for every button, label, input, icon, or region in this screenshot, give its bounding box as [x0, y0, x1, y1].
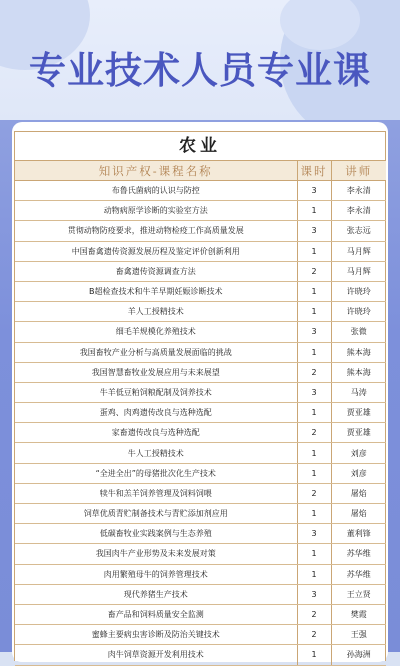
course-cell: B超检查技术和牛羊早期妊娠诊断技术 [15, 281, 297, 301]
table-row [15, 584, 386, 604]
table-row [15, 221, 386, 241]
table-header-row [15, 161, 386, 181]
table-row [15, 241, 386, 261]
teacher-cell: 王强 [331, 625, 386, 645]
table-row [15, 524, 386, 544]
hours-cell: 1 [297, 564, 331, 584]
course-cell: 低碳畜牧业实践案例与生态养殖 [15, 524, 297, 544]
teacher-cell: 张志远 [331, 221, 386, 241]
teacher-cell: 屠焰 [331, 483, 386, 503]
course-cell: 布鲁氏菌病的认识与防控 [15, 181, 297, 201]
teacher-cell: 贾亚雄 [331, 403, 386, 423]
hours-cell: 1 [297, 544, 331, 564]
table-row [15, 423, 386, 443]
category-heading: 农业 [15, 132, 385, 161]
course-cell: 牛羊低豆粕饲粮配制及饲养技术 [15, 382, 297, 402]
table-row [15, 281, 386, 301]
hours-cell: 1 [297, 443, 331, 463]
course-cell: 我国肉牛产业形势及未来发展对策 [15, 544, 297, 564]
course-cell: 饲草优质青贮制备技术与青贮添加剂应用 [15, 504, 297, 524]
course-cell: 犊牛和羔羊饲养管理及饲料饲喂 [15, 483, 297, 503]
table-row [15, 302, 386, 322]
teacher-cell: 孙海洲 [331, 645, 386, 665]
table-row [15, 564, 386, 584]
hours-cell: 3 [297, 181, 331, 201]
course-cell: 细毛羊规模化养殖技术 [15, 322, 297, 342]
table-row [15, 403, 386, 423]
hours-cell: 1 [297, 403, 331, 423]
hours-cell: 1 [297, 504, 331, 524]
table-row [15, 544, 386, 564]
table-row [15, 463, 386, 483]
column-header-hours: 课时 [297, 161, 331, 181]
course-cell: 现代养猪生产技术 [15, 584, 297, 604]
hours-cell: 1 [297, 342, 331, 362]
course-cell: 中国畜禽遗传资源发展历程及鉴定评价创新利用 [15, 241, 297, 261]
teacher-cell: 苏华维 [331, 564, 386, 584]
table-row [15, 504, 386, 524]
table-row [15, 201, 386, 221]
course-cell: 牛人工授精技术 [15, 443, 297, 463]
hours-cell: 2 [297, 604, 331, 624]
course-cell: “全进全出”的母猪批次化生产技术 [15, 463, 297, 483]
course-cell: 动物病原学诊断的实验室方法 [15, 201, 297, 221]
course-cell: 蜜蜂主要病虫害诊断及防治关键技术 [15, 625, 297, 645]
teacher-cell: 屠焰 [331, 504, 386, 524]
hours-cell: 1 [297, 645, 331, 665]
teacher-cell: 苏华维 [331, 544, 386, 564]
hours-cell: 2 [297, 483, 331, 503]
hours-cell: 3 [297, 524, 331, 544]
course-table-frame [14, 131, 386, 661]
hours-cell: 3 [297, 322, 331, 342]
hours-cell: 2 [297, 625, 331, 645]
hours-cell: 2 [297, 261, 331, 281]
hours-cell: 1 [297, 463, 331, 483]
teacher-cell: 许晓玲 [331, 302, 386, 322]
table-row [15, 625, 386, 645]
course-cell: 家畜遗传改良与选种选配 [15, 423, 297, 443]
hours-cell: 2 [297, 423, 331, 443]
teacher-cell: 许晓玲 [331, 281, 386, 301]
teacher-cell: 董利锋 [331, 524, 386, 544]
course-cell: 畜产品和饲料质量安全监测 [15, 604, 297, 624]
course-cell: 我国畜牧产业分析与高质量发展面临的挑战 [15, 342, 297, 362]
hours-cell: 2 [297, 362, 331, 382]
header-banner [0, 0, 400, 120]
table-row [15, 342, 386, 362]
table-row [15, 261, 386, 281]
course-cell: 畜禽遗传资源调查方法 [15, 261, 297, 281]
course-cell: 我国智慧畜牧业发展应用与未来展望 [15, 362, 297, 382]
course-cell: 蛋鸡、肉鸡遗传改良与选种选配 [15, 403, 297, 423]
course-cell: 贯彻动物防疫要求，推进动物检疫工作高质量发展 [15, 221, 297, 241]
hours-cell: 1 [297, 201, 331, 221]
table-row [15, 443, 386, 463]
teacher-cell: 李永清 [331, 201, 386, 221]
teacher-cell: 马月辉 [331, 241, 386, 261]
teacher-cell: 贾亚雄 [331, 423, 386, 443]
course-table [15, 161, 386, 666]
table-row [15, 362, 386, 382]
table-row [15, 181, 386, 201]
teacher-cell: 熊本海 [331, 362, 386, 382]
teacher-cell: 熊本海 [331, 342, 386, 362]
column-header-course: 知识产权-课程名称 [15, 161, 297, 181]
table-row [15, 483, 386, 503]
column-header-teacher: 讲师 [331, 161, 386, 181]
teacher-cell: 李永清 [331, 181, 386, 201]
hours-cell: 3 [297, 221, 331, 241]
table-row [15, 645, 386, 665]
teacher-cell: 马涛 [331, 382, 386, 402]
teacher-cell: 刘彦 [331, 463, 386, 483]
teacher-cell: 张微 [331, 322, 386, 342]
course-cell: 羊人工授精技术 [15, 302, 297, 322]
course-cell: 肉用繁殖母牛的饲养管理技术 [15, 564, 297, 584]
teacher-cell: 樊霞 [331, 604, 386, 624]
teacher-cell: 马月辉 [331, 261, 386, 281]
teacher-cell: 刘彦 [331, 443, 386, 463]
hours-cell: 1 [297, 281, 331, 301]
table-row [15, 322, 386, 342]
table-row [15, 382, 386, 402]
course-cell: 肉牛饲草资源开发利用技术 [15, 645, 297, 665]
hours-cell: 3 [297, 382, 331, 402]
teacher-cell: 王立贤 [331, 584, 386, 604]
table-row [15, 604, 386, 624]
hours-cell: 3 [297, 584, 331, 604]
hours-cell: 1 [297, 241, 331, 261]
page-title: 专业技术人员专业课 [29, 49, 371, 92]
hours-cell: 1 [297, 302, 331, 322]
